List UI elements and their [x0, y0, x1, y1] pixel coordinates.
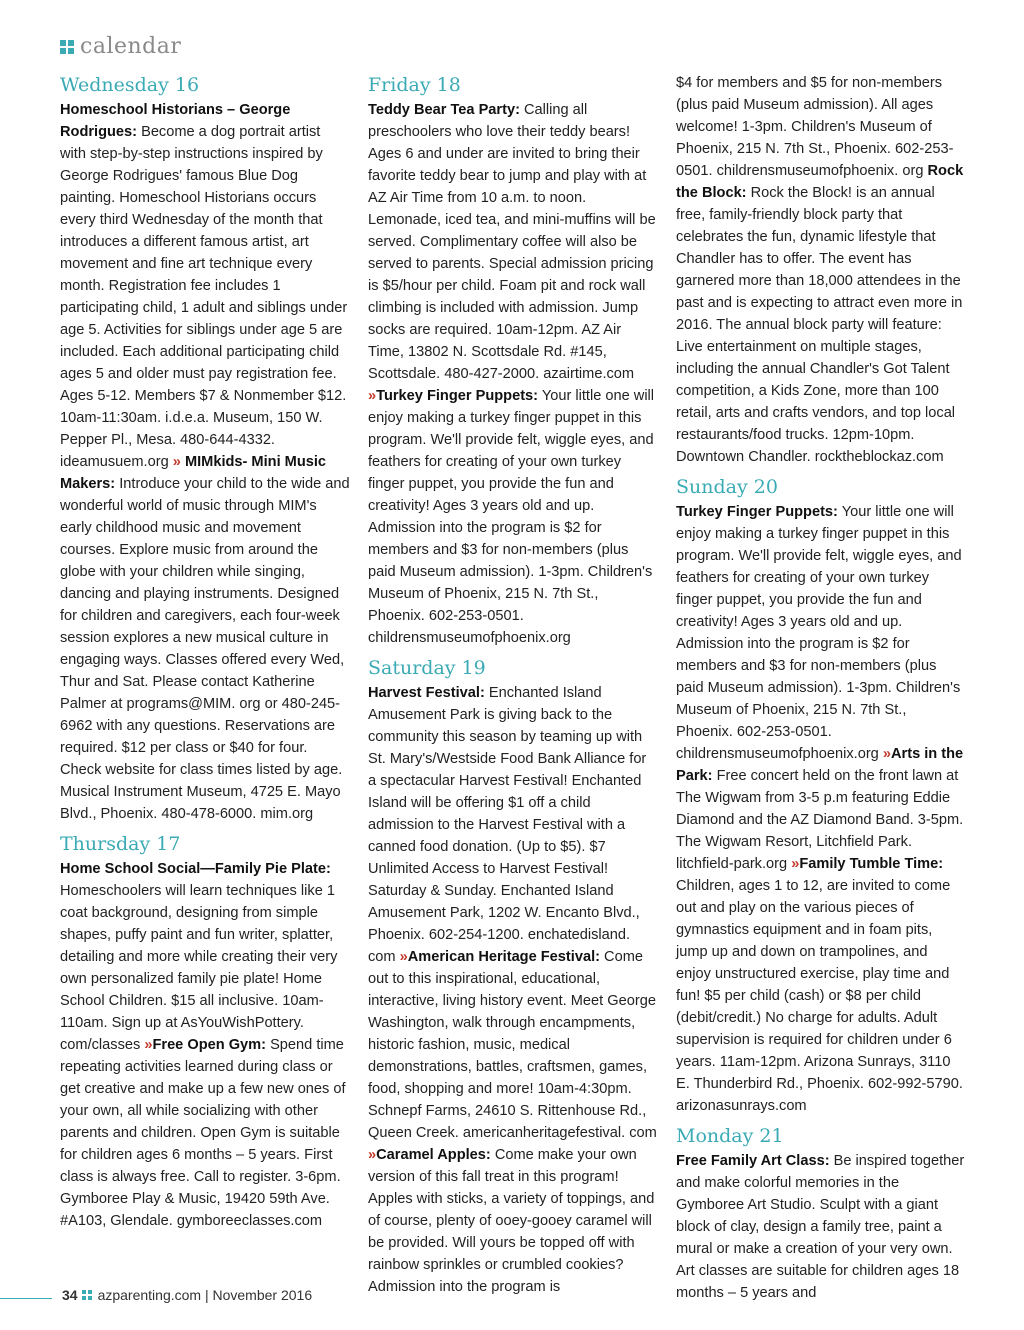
column-1 [60, 72, 350, 1232]
page-number: 34 [62, 1287, 78, 1303]
event-entry [368, 682, 658, 1298]
event-body: Rock the Block! is an annual free, family-friendly block party that celebrates the fun, dynamic lifestyle that Chandler has to offer. The event has garnered more than 18,000 attendees in the past and is expecting to attract even more in 2016. The annual block party will feature: Live entertainment on multiple stages, including the annual Chandler's Got Talent competition, a Kids Zone, more than 100 retail, arts and crafts vendors, and top local restaurants/food trucks. 12pm-10pm. Downtown Chandler. rocktheblockaz.com [676, 185, 963, 465]
event-title: MIMkids- Mini Music Makers: [60, 454, 327, 492]
footer-text [62, 1287, 312, 1303]
day-heading: Wednesday 16 [60, 74, 200, 96]
event-body: Enchanted Island Amusement Park is giving back to the community this season by teaming up with St. Mary's/Westside Food Bank Alliance for a spectacular Harvest Festival! Enchanted Island will be offering $1 off a child admission to the Harvest Festival with a canned food donation. (Up to $5). $7 Unlimited Access to Harvest Festival! Saturday & Sunday. Enchanted Island Amusement Park, 1202 W. Encanto Blvd., Phoenix. 602-254-1200. enchatedisland. com [368, 685, 647, 965]
event-title: Caramel Apples: [376, 1147, 491, 1163]
arrow-icon: » [368, 388, 377, 404]
arrow-icon: » [368, 1147, 377, 1163]
event-title: Teddy Bear Tea Party: [368, 102, 520, 118]
event-body: Calling all preschoolers who love their teddy bears! Ages 6 and under are invited to bring their favorite teddy bear to jump and play with at AZ Air Time from 10 a.m. to noon. Lemonade, iced tea, and mini-muffins will be served. Complimentary coffee will also be served to parents. Special admission pricing is $5/hour per child. Foam pit and rock wall climbing is included with admission. Jump socks are required. 10am-12pm. AZ Air Time, 13802 N. Scottsdale Rd. #145, Scottsdale. 480-427-2000. azairtime.com [368, 102, 656, 382]
event-body: Come make your own version of this fall treat in this program! Apples with sticks, a variety of toppings, and of course, plenty of ooey-gooey caramel will be provided. Will yours be topped off with rainbow sprinkles or crumbled cookies? Admission into the program is [368, 1147, 655, 1295]
grid-dots-icon [82, 1290, 92, 1300]
arrow-icon: » [791, 856, 800, 872]
event-body: Homeschoolers will learn techniques like 1 coat background, designing from simple shapes, puffy paint and fun writer, splatter, detailing and more while creating their very own personalized family pie plate! Home School Children. $15 all inclusive. 10am-110am. Sign up at AsYouWishPottery. com/classes [60, 883, 338, 1053]
day-heading: Thursday 17 [60, 833, 181, 855]
arrow-icon: » [882, 746, 891, 762]
event-body: Become a dog portrait artist with step-by-step instructions inspired by George Rodrigues' famous Blue Dog painting. Homeschool Historians occurs every third Wednesday of the month that introduces a different famous artist, art movement and fine art technique every month. Registration fee includes 1 participating child, 1 adult and siblings under age 5. Activities for siblings under age 5 are included. Each additional participating child ages 5 and older must pay registration fee. Ages 5-12. Members $7 & Nonmember $12. 10am-11:30am. i.d.e.a. Museum, 150 W. Pepper Pl., Mesa. 480-644-4332. ideamusuem.org [60, 124, 348, 470]
event-body: Spend time repeating activities learned during class or get creative and make up a few new ones of your own, all while socializing with other parents and children. Open Gym is suitable for children ages 6 months – 5 years. First class is always free. Call to register. 3-6pm. Gymboree Play & Music, 19420 59th Ave. #A103, Glendale. gymboreeclasses.com [60, 1037, 346, 1229]
event-body: Free concert held on the front lawn at The Wigwam from 3-5 p.m featuring Eddie Diamond and the AZ Diamond Band. 3-5pm. The Wigwam Resort, Litchfield Park. litchfield-park.org [676, 768, 964, 872]
arrow-icon: » [399, 949, 408, 965]
event-entry [368, 99, 658, 649]
event-body: Children, ages 1 to 12, are invited to come out and play on the various pieces of gymnastics equipment and in foam pits, jump up and down on trampolines, and enjoy unstructured exercise, play time and fun! $5 per child (cash) or $8 per child (debit/credit.) No charge for adults. Adult supervision is required for children under 6 years. 11am-12pm. Arizona Sunrays, 3110 E. Thunderbird Rd., Phoenix. 602-992-5790. arizonasunrays.com [676, 878, 963, 1114]
arrow-icon: » [172, 454, 181, 470]
event-body: Be inspired together and make colorful memories in the Gymboree Art Studio. Sculpt with a giant block of clay, design a family tree, paint a mural or make a creation of your very own. Art classes are suitable for children ages 18 months – 5 years and [676, 1153, 965, 1301]
column-2 [368, 72, 658, 1298]
event-entry [60, 99, 350, 825]
footer-source: azparenting.com | November 2016 [97, 1287, 313, 1303]
event-entry [676, 1150, 966, 1304]
arrow-icon: » [144, 1037, 153, 1053]
section-header [60, 34, 181, 59]
event-entry [676, 72, 966, 468]
event-title: Turkey Finger Puppets: [376, 388, 539, 404]
event-title: Turkey Finger Puppets: [676, 504, 838, 520]
event-title: Home School Social—Family Pie Plate: [60, 861, 331, 877]
event-title: Homeschool Historians – George Rodrigues: [60, 102, 291, 140]
event-body: Introduce your child to the wide and wonderful world of music through MIM's early childhood music and movement courses. Explore music from around the globe with your children while singing, dancing and playing instruments. Designed for children and caregivers, each four-week session explores a new musical culture in engaging ways. Classes offered every Wed, Thur and Sat. Please contact Katherine Palmer at programs@MIM. org or 480-245-6962 with any questions. Reservations are required. $12 per class or $40 for four. Check website for class times listed by age. Musical Instrument Museum, 4725 E. Mayo Blvd., Phoenix. 480-478-6000. mim.org [60, 476, 350, 822]
event-entry [60, 858, 350, 1232]
page-footer [0, 1287, 1024, 1311]
event-body: Your little one will enjoy making a turkey finger puppet in this program. We'll provide felt, wiggle eyes, and feathers for creating of your own turkey finger puppet, you provide the fun and creativity! Ages 3 years old and up. Admission into the program is $2 for members and $3 for non-members (plus paid Museum admission). 1-3pm. Children's Museum of Phoenix, 215 N. 7th St., Phoenix. 602-253-0501. childrensmuseumofphoenix.org [368, 388, 655, 646]
event-title: Arts in the Park: [676, 746, 964, 784]
column-3 [676, 72, 966, 1304]
day-heading: Friday 18 [368, 74, 461, 96]
section-title: calendar [80, 34, 182, 59]
grid-dots-icon [60, 40, 74, 54]
event-title: Harvest Festival: [368, 685, 485, 701]
event-title: American Heritage Festival: [407, 949, 600, 965]
event-title: Free Family Art Class: [676, 1153, 830, 1169]
event-title: Rock the Block: [676, 163, 964, 201]
event-body: Come out to this inspirational, educational, interactive, living history event. Meet George Washington, walk through encampments, historic fashion, music, medical demonstrations, battles, craftsmen, games, food, shopping and more! 10am-4:30pm. Schnepf Farms, 24610 S. Rittenhouse Rd., Queen Creek. americanheritagefestival. com [368, 949, 657, 1141]
event-title: Family Tumble Time: [799, 856, 944, 872]
day-heading: Sunday 20 [676, 476, 778, 498]
event-body: Your little one will enjoy making a turkey finger puppet in this program. We'll provide felt, wiggle eyes, and feathers for creating of your own turkey finger puppet, you provide the fun and creativity! Ages 3 years old and up. Admission into the program is $2 for members and $3 for non-members (plus paid Museum admission). 1-3pm. Children's Museum of Phoenix, 215 N. 7th St., Phoenix. 602-253-0501. childrensmuseumofphoenix.org [676, 504, 962, 762]
day-heading: Saturday 19 [368, 657, 486, 679]
event-entry [676, 501, 966, 1117]
day-heading: Monday 21 [676, 1125, 784, 1147]
event-body: $4 for members and $5 for non-members (plus paid Museum admission). All ages welcome! 1-3pm. Children's Museum of Phoenix, 215 N. 7th St., Phoenix. 602-253-0501. childrensmuseumofphoenix. org [676, 75, 954, 179]
footer-rule [0, 1298, 52, 1299]
event-title: Free Open Gym: [152, 1037, 267, 1053]
